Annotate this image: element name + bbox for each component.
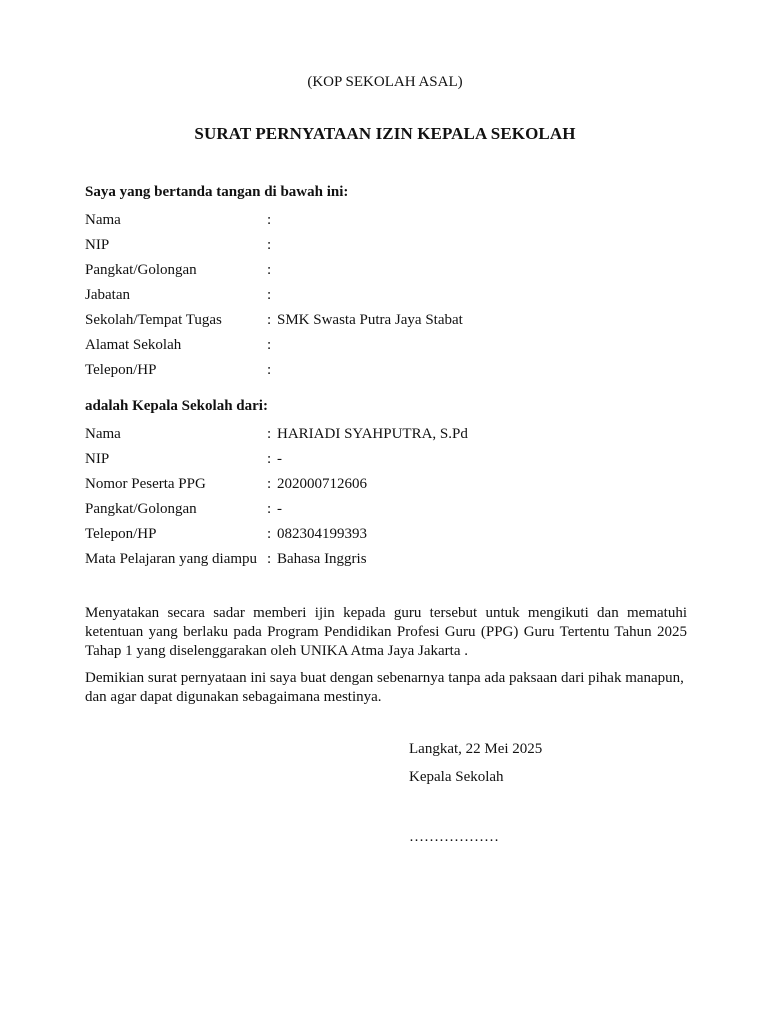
- field-label: Nomor Peserta PPG: [85, 476, 206, 492]
- signer-row-sekolah: [85, 308, 695, 333]
- teacher-row-nomor-peserta: [85, 472, 695, 497]
- signer-row-nip: [85, 233, 695, 258]
- document-title: SURAT PERNYATAAN IZIN KEPALA SEKOLAH: [194, 124, 576, 143]
- field-colon: :: [267, 551, 272, 567]
- teacher-row-pangkat: [85, 497, 695, 522]
- field-colon: :: [267, 337, 272, 353]
- field-value: 082304199393: [277, 526, 367, 542]
- field-label: Pangkat/Golongan: [85, 262, 197, 278]
- field-colon: :: [267, 237, 272, 253]
- statement-paragraph: Menyatakan secara sadar memberi ijin kepada guru tersebut untuk mengikuti dan mematuhi ketentuan yang berlaku pada Program Pendidikan Profesi Guru (PPG) Guru Tertentu Tahun 2025 Tahap 1 yang diselenggarakan oleh UNIKA Atma Jaya Jakarta .: [85, 605, 687, 659]
- field-label: Telepon/HP: [85, 526, 157, 542]
- field-colon: :: [267, 426, 272, 442]
- signature-name-placeholder: ………………: [409, 829, 499, 845]
- field-label: Mata Pelajaran yang diampu: [85, 551, 258, 567]
- field-colon: :: [267, 212, 272, 228]
- teacher-row-telepon: [85, 522, 695, 547]
- field-colon: :: [267, 451, 272, 467]
- field-label: NIP: [85, 237, 110, 253]
- field-colon: :: [267, 312, 272, 328]
- closing-paragraph: Demikian surat pernyataan ini saya buat dengan sebenarnya tanpa ada paksaan dari pihak manapun, dan agar dapat digunakan sebagaimana mestinya.: [85, 670, 684, 705]
- field-value: -: [277, 451, 282, 467]
- teacher-row-mata-pelajaran: [85, 547, 695, 572]
- field-value: 202000712606: [277, 476, 367, 492]
- field-value: SMK Swasta Putra Jaya Stabat: [277, 312, 463, 328]
- field-colon: :: [267, 362, 272, 378]
- field-label: Sekolah/Tempat Tugas: [85, 312, 222, 328]
- field-colon: :: [267, 287, 272, 303]
- teacher-section-heading: adalah Kepala Sekolah dari:: [85, 398, 268, 414]
- field-value: Bahasa Inggris: [277, 551, 367, 567]
- school-letterhead-placeholder: (KOP SEKOLAH ASAL): [307, 74, 463, 90]
- signature-place-date: Langkat, 22 Mei 2025: [409, 741, 543, 757]
- signer-row-pangkat: [85, 258, 695, 283]
- field-label: Nama: [85, 212, 121, 228]
- field-colon: :: [267, 262, 272, 278]
- field-label: NIP: [85, 451, 110, 467]
- signer-row-telepon: [85, 358, 695, 383]
- signature-role: Kepala Sekolah: [409, 769, 504, 785]
- signer-details: [85, 208, 695, 383]
- signer-section-heading: Saya yang bertanda tangan di bawah ini:: [85, 184, 349, 200]
- signer-row-nama: [85, 208, 695, 233]
- field-colon: :: [267, 526, 272, 542]
- signer-row-jabatan: [85, 283, 695, 308]
- field-value: HARIADI SYAHPUTRA, S.Pd: [277, 426, 468, 442]
- field-colon: :: [267, 476, 272, 492]
- field-label: Alamat Sekolah: [85, 337, 182, 353]
- field-label: Nama: [85, 426, 121, 442]
- signer-row-alamat: [85, 333, 695, 358]
- field-label: Jabatan: [85, 287, 130, 303]
- field-label: Telepon/HP: [85, 362, 157, 378]
- field-label: Pangkat/Golongan: [85, 501, 197, 517]
- teacher-row-nip: [85, 447, 695, 472]
- teacher-row-nama: [85, 422, 695, 447]
- field-colon: :: [267, 501, 272, 517]
- field-value: -: [277, 501, 282, 517]
- teacher-details: [85, 422, 695, 572]
